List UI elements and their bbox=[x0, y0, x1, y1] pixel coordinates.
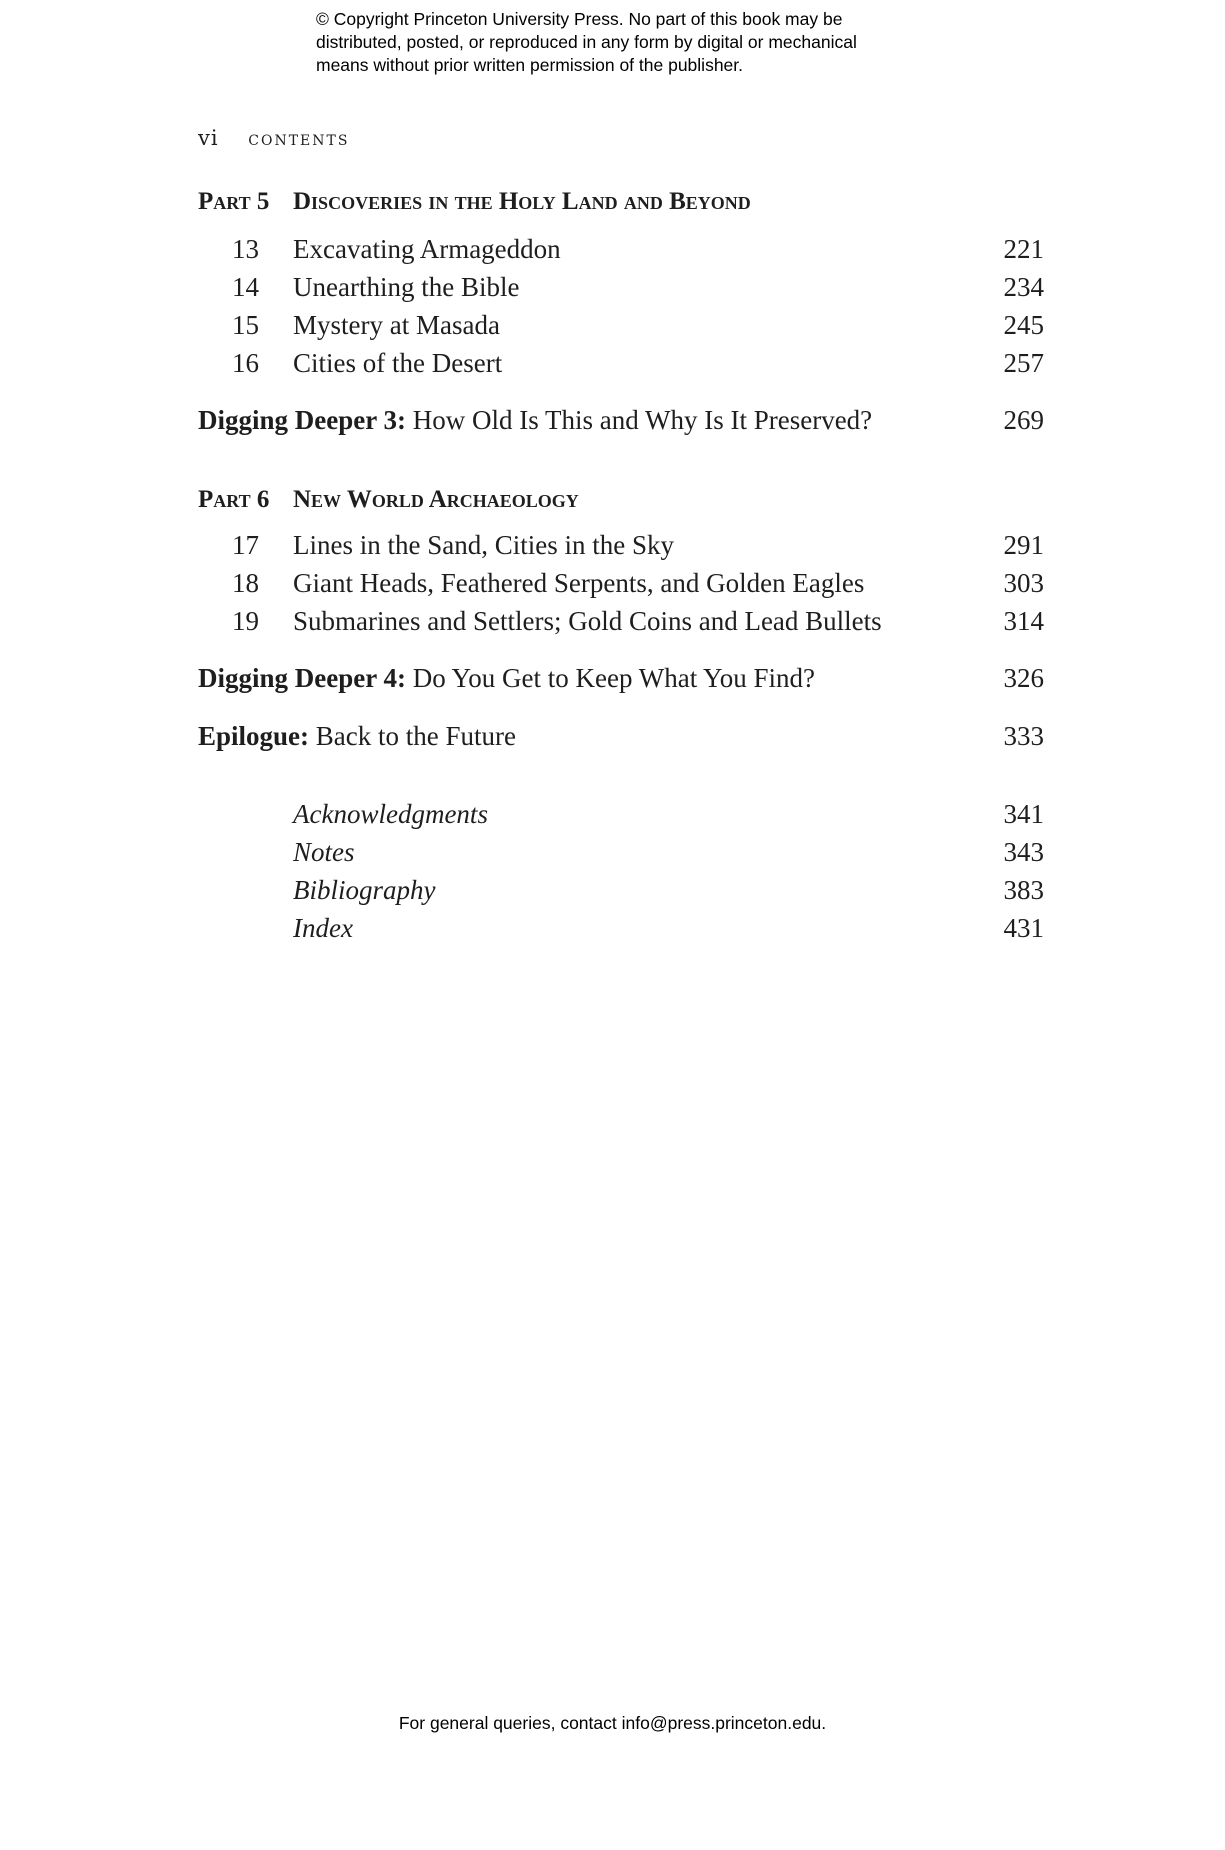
chapter-title: Excavating Armageddon bbox=[293, 234, 561, 264]
chapter-number: 19 bbox=[232, 606, 259, 636]
copyright-line-3: means without prior written permission of the publisher. bbox=[316, 55, 744, 75]
entry-title: Notes bbox=[293, 837, 355, 867]
entry-title: Back to the Future bbox=[315, 721, 516, 751]
page-number: 333 bbox=[1003, 721, 1044, 751]
entry-lead: Digging Deeper 4: bbox=[198, 663, 406, 693]
page-number: 245 bbox=[1003, 310, 1044, 340]
page-number: 383 bbox=[1003, 875, 1044, 905]
chapter-number: 15 bbox=[232, 310, 259, 340]
page-folio: vi bbox=[198, 126, 219, 150]
page-number: 303 bbox=[1003, 568, 1044, 598]
page-number: 326 bbox=[1003, 663, 1044, 693]
page-number: 341 bbox=[1003, 799, 1044, 829]
chapter-number: 14 bbox=[232, 272, 259, 302]
page-number: 314 bbox=[1003, 606, 1044, 636]
chapter-number: 18 bbox=[232, 568, 259, 598]
chapter-title: Giant Heads, Feathered Serpents, and Golden Eagles bbox=[293, 568, 865, 598]
page-number: 269 bbox=[1003, 405, 1044, 435]
chapter-title: Cities of the Desert bbox=[293, 348, 503, 378]
chapter-title: Submarines and Settlers; Gold Coins and Lead Bullets bbox=[293, 606, 882, 636]
chapter-number: 17 bbox=[232, 530, 259, 560]
entry-title: Bibliography bbox=[293, 875, 436, 905]
running-head bbox=[198, 126, 349, 150]
page-number: 221 bbox=[1003, 234, 1044, 264]
part-title: New World Archaeology bbox=[293, 486, 579, 513]
part-heading bbox=[198, 188, 751, 216]
entry-title: Acknowledgments bbox=[293, 799, 488, 829]
entry-title: How Old Is This and Why Is It Preserved? bbox=[412, 405, 873, 435]
page-number: 291 bbox=[1003, 530, 1044, 560]
entry-lead: Epilogue: bbox=[198, 721, 310, 751]
copyright-line-1: © Copyright Princeton University Press. No part of this book may be bbox=[316, 9, 843, 29]
page-number: 234 bbox=[1003, 272, 1044, 302]
running-head-title: contents bbox=[248, 126, 350, 150]
part-label: Part 6 bbox=[198, 486, 270, 513]
copyright-line-2: distributed, posted, or reproduced in any form by digital or mechanical bbox=[316, 32, 857, 52]
entry-title: Index bbox=[293, 913, 353, 943]
part-label: Part 5 bbox=[198, 188, 270, 215]
page-number: 343 bbox=[1003, 837, 1044, 867]
chapter-title: Mystery at Masada bbox=[293, 310, 500, 340]
part-title: Discoveries in the Holy Land and Beyond bbox=[293, 188, 751, 215]
chapter-title: Unearthing the Bible bbox=[293, 272, 520, 302]
entry-lead: Digging Deeper 3: bbox=[198, 405, 406, 435]
copyright-notice bbox=[316, 8, 956, 77]
page-number: 257 bbox=[1003, 348, 1044, 378]
part-heading bbox=[198, 486, 579, 514]
page-number: 431 bbox=[1003, 913, 1044, 943]
chapter-number: 16 bbox=[232, 348, 259, 378]
chapter-title: Lines in the Sand, Cities in the Sky bbox=[293, 530, 674, 560]
footer-contact: For general queries, contact info@press.princeton.edu. bbox=[398, 1713, 827, 1733]
entry-title: Do You Get to Keep What You Find? bbox=[412, 663, 816, 693]
chapter-number: 13 bbox=[232, 234, 259, 264]
